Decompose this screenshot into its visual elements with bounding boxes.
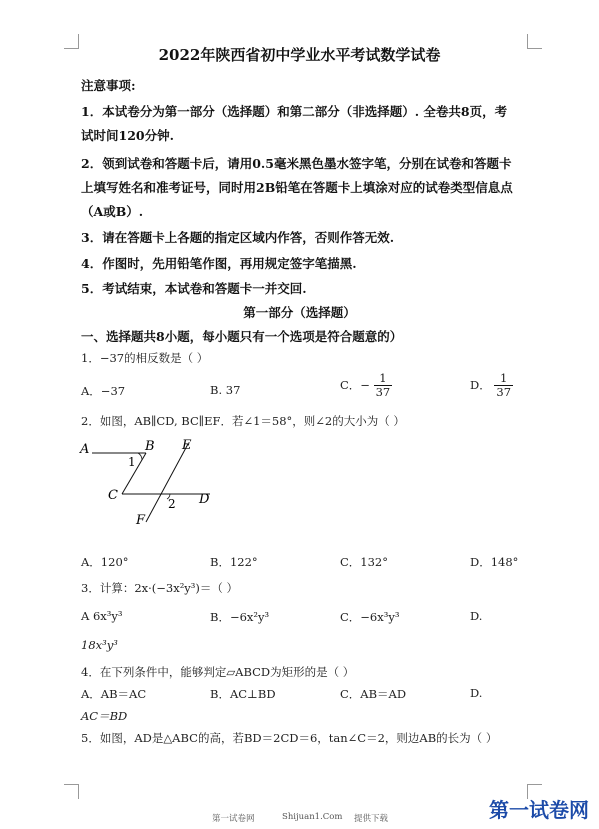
crop-mark-bottom-left: [64, 784, 79, 799]
q4-option-a: A．AB＝AC: [81, 687, 147, 701]
footer-site-url: Shijuan1.Com: [282, 812, 343, 822]
note-1: 1．本试卷分为第一部分（选择题）和第二部分（非选择题）. 全卷共8页，考: [81, 104, 508, 119]
q3-option-c: C．−6x³y³: [340, 610, 400, 624]
label-2: 2: [168, 497, 176, 511]
q2-option-a: A．120°: [81, 555, 129, 569]
note-3: 3．请在答题卡上各题的指定区域内作答，否则作答无效.: [81, 230, 395, 245]
footer-site-name: 第一试卷网: [212, 814, 255, 824]
label-a: A: [80, 442, 90, 457]
q1-option-c-fraction: [374, 372, 393, 398]
q4-option-b: B．AC⊥BD: [210, 687, 276, 701]
label-d: D: [199, 492, 210, 507]
question-4-stem: 4．在下列条件中，能够判定▱ABCD为矩形的是（ ）: [81, 665, 355, 679]
page-title: 2022年陕西省初中学业水平考试数学试卷: [158, 46, 441, 64]
q4-option-d-value: AC＝BD: [81, 709, 128, 723]
note-2-cont: 上填写姓名和准考证号，同时用2B铅笔在答题卡上填涂对应的试卷类型信息点: [81, 180, 513, 195]
label-b: B: [145, 439, 155, 454]
q3-option-b: B．−6x²y³: [210, 610, 270, 624]
question-2-stem: 2．如图，AB∥CD, BC∥EF．若∠1＝58°，则∠2的大小为（ ）: [81, 414, 405, 428]
q1-option-d-numerator: 1: [494, 372, 513, 386]
brand-logo-text: 第一试卷网: [489, 798, 589, 822]
q1-option-c-numerator: 1: [374, 372, 393, 386]
q2-option-c: C．132°: [340, 555, 388, 569]
q1-option-c: [340, 372, 392, 398]
q4-option-c: C．AB＝AD: [340, 687, 407, 701]
q1-option-d-fraction: [494, 372, 513, 398]
q1-option-d: [470, 372, 513, 398]
label-f: F: [136, 513, 146, 528]
note-1-cont: 试时间120分钟.: [81, 128, 174, 143]
question-5-stem: 5．如图，AD是△ABC的高，若BD＝2CD＝6，tan∠C＝2，则边AB的长为（ ）: [81, 731, 498, 745]
q1-option-b: B. 37: [210, 383, 241, 397]
note-2: 2．领到试卷和答题卡后，请用0.5毫米黑色墨水签字笔，分别在试卷和答题卡: [81, 156, 512, 171]
q1-option-d-label: D．: [470, 378, 491, 393]
q1-option-a: A．−37: [81, 384, 126, 398]
q2-option-b: B．122°: [210, 555, 258, 569]
question-3-stem: 3．计算：2x·(−3x²y³)＝（ ）: [81, 581, 239, 595]
parallel-lines-figure: [78, 436, 218, 528]
part-heading: 第一部分（选择题）: [243, 305, 356, 320]
section-heading: 一、选择题共8小题，每小题只有一个选项是符合题意的）: [81, 329, 403, 344]
q3-option-d-value: 18x³y³: [81, 638, 118, 652]
q3-option-a: A 6x³y³: [81, 609, 123, 623]
q1-option-c-denominator: 37: [375, 384, 391, 399]
footer-download-note: 提供下载: [354, 814, 389, 824]
line-ef: [146, 444, 188, 522]
q1-option-d-denominator: 37: [496, 384, 512, 399]
note-5: 5．考试结束，本试卷和答题卡一并交回.: [81, 281, 307, 296]
question-1-stem: 1．−37的相反数是（ ）: [81, 351, 209, 365]
q1-option-c-label: C．−: [340, 378, 370, 393]
notes-heading: 注意事项:: [81, 78, 136, 93]
label-c: C: [108, 488, 118, 503]
note-2-cont2: （A或B）.: [81, 204, 144, 219]
note-4: 4．作图时，先用铅笔作图，再用规定签字笔描黑.: [81, 256, 357, 271]
q3-option-d: D.: [470, 609, 483, 623]
angle-1-arc: [138, 453, 142, 460]
label-1: 1: [128, 455, 136, 469]
q4-option-d: D.: [470, 686, 483, 700]
label-e: E: [182, 438, 192, 453]
q2-option-d: D．148°: [470, 555, 519, 569]
